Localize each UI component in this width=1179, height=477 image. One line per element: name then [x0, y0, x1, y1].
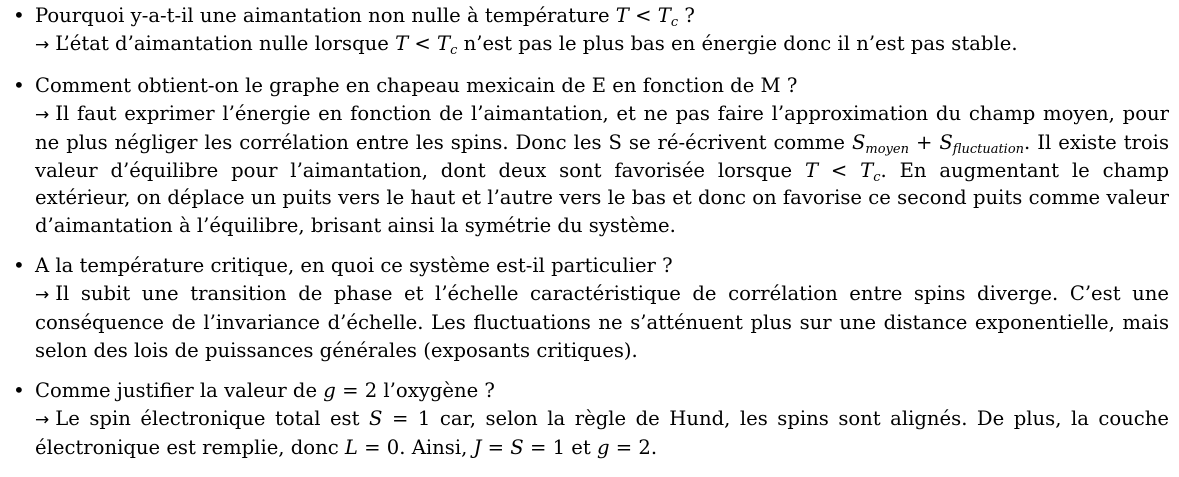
qa-list	[10, 2, 1169, 462]
list-item	[10, 377, 1169, 462]
question-text: Comment obtient-on le graphe en chapeau mexicain de E en fonction de M ?	[35, 74, 798, 97]
bullet-icon: •	[13, 73, 25, 97]
list-item	[10, 252, 1169, 364]
right-arrow-icon: →	[35, 104, 50, 125]
right-arrow-icon: →	[35, 284, 50, 305]
list-item	[10, 72, 1169, 239]
question-text: A la température critique, en quoi ce système est-il particulier ?	[35, 254, 673, 277]
right-arrow-icon: →	[35, 34, 50, 55]
answer-text: → L’état d’aimantation nulle lorsque $T < T_c$ n’est pas le plus bas en énergie donc il n’est pas stable.	[35, 31, 1018, 58]
answer-text: → Il faut exprimer l’énergie en fonction de l’aimantation, et ne pas faire l’approximation du champ moyen, pour ne plus négliger les corrélation entre les spins. Donc les S se ré-écrivent comme $S_{moyen} + S_{fluctuation}$. Il existe trois valeur d’équilibre pour l’aimantation, dont deux sont favorisée lorsque $T < T_c$. En augmentant le champ extérieur, on déplace un puits vers le haut et l’autre vers le bas et donc on favorise ce second puits comme valeur d’aimantation à l’équilibre, brisant ainsi la symétrie du système.	[35, 101, 1169, 237]
question-text: Pourquoi y-a-t-il une aimantation non nulle à température $T < T_c$ ?	[35, 4, 695, 30]
bullet-icon: •	[13, 253, 25, 277]
bullet-icon: •	[13, 3, 25, 27]
bullet-icon: •	[13, 378, 25, 402]
answer-text: → Le spin électronique total est S = 1 car, selon la règle de Hund, les spins sont alignés. De plus, la couche électronique est remplie, donc L = 0. Ainsi, J = S = 1 et g = 2.	[35, 406, 1169, 459]
question-text: Comme justifier la valeur de g = 2 l’oxygène ?	[35, 379, 495, 402]
list-item	[10, 2, 1169, 59]
right-arrow-icon: →	[35, 409, 50, 430]
answer-text: → Il subit une transition de phase et l’échelle caractéristique de corrélation entre spins diverge. C’est une conséquence de l’invariance d’échelle. Les fluctuations ne s’atténuent plus sur une distance exponentielle, mais selon des lois de puissances générales (exposants critiques).	[35, 281, 1169, 362]
